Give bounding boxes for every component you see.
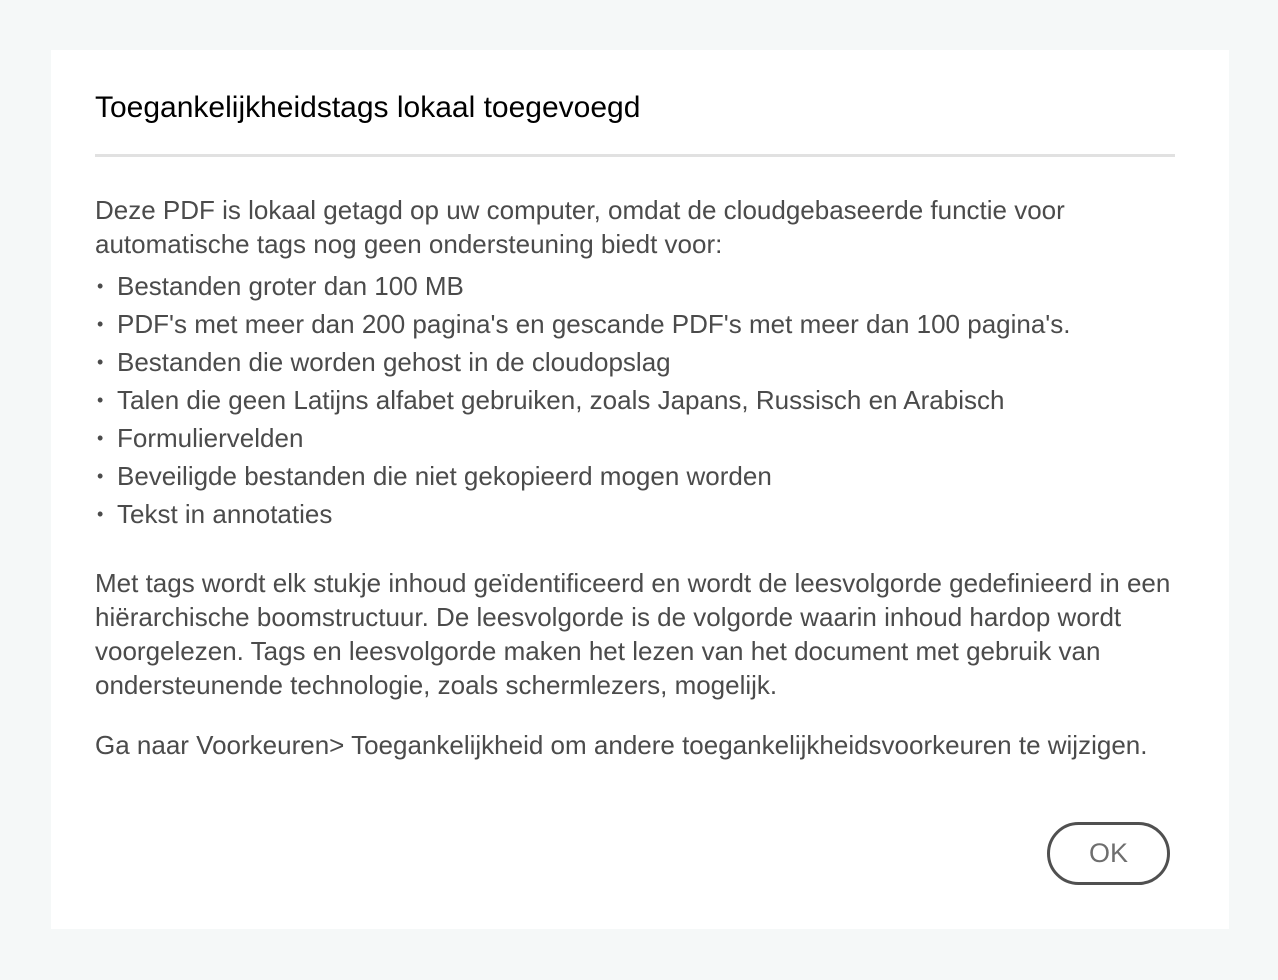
list-item [95,457,1235,495]
bullet-dot: • [97,314,104,334]
list-item-text: PDF's met meer dan 200 pagina's en gescande PDF's met meer dan 100 pagina's. [117,309,1071,339]
bullet-dot: • [97,390,104,410]
dialog-body [95,193,1235,762]
list-item [95,267,1235,305]
bullet-dot: • [97,428,104,448]
list-item-text: Talen die geen Latijns alfabet gebruiken, zoals Japans, Russisch en Arabisch [117,385,1005,415]
list-item [95,419,1235,457]
list-item-text: Beveiligde bestanden die niet gekopieerd mogen worden [117,461,772,491]
bullet-dot: • [97,276,104,296]
list-item [95,305,1235,343]
list-item-text: Bestanden die worden gehost in de cloudopslag [117,347,671,377]
title-divider [95,154,1175,157]
list-item [95,381,1235,419]
list-item-text: Formuliervelden [117,423,304,453]
dialog-title: Toegankelijkheidstags lokaal toegevoegd [95,91,641,124]
ok-button[interactable]: OK [1047,822,1170,885]
list-item-text: Tekst in annotaties [117,499,333,529]
preferences-hint-text: Ga naar Voorkeuren> Toegankelijkheid om andere toegankelijkheidsvoorkeuren te wijzigen. [95,730,1148,760]
tags-explanation-text: Met tags wordt elk stukje inhoud geïdentificeerd en wordt de leesvolgorde gedefinieerd in een hiërarchische boomstructuur. De leesvolgorde is de volgorde waarin inhoud hardop wordt voorgelezen. Tags en leesvolgorde maken het lezen van het document met gebruik van ondersteunende technologie, zoals schermlezers, mogelijk. [95,568,1171,700]
unsupported-list [95,267,1235,533]
bullet-dot: • [97,466,104,486]
list-item [95,495,1235,533]
list-item-text: Bestanden groter dan 100 MB [117,271,464,301]
accessibility-tags-dialog [51,50,1229,929]
bullet-dot: • [97,352,104,372]
intro-text: Deze PDF is lokaal getagd op uw computer, omdat de cloudgebaseerde functie voor automatische tags nog geen ondersteuning biedt voor: [95,195,1065,259]
list-item [95,343,1235,381]
bullet-dot: • [97,504,104,524]
